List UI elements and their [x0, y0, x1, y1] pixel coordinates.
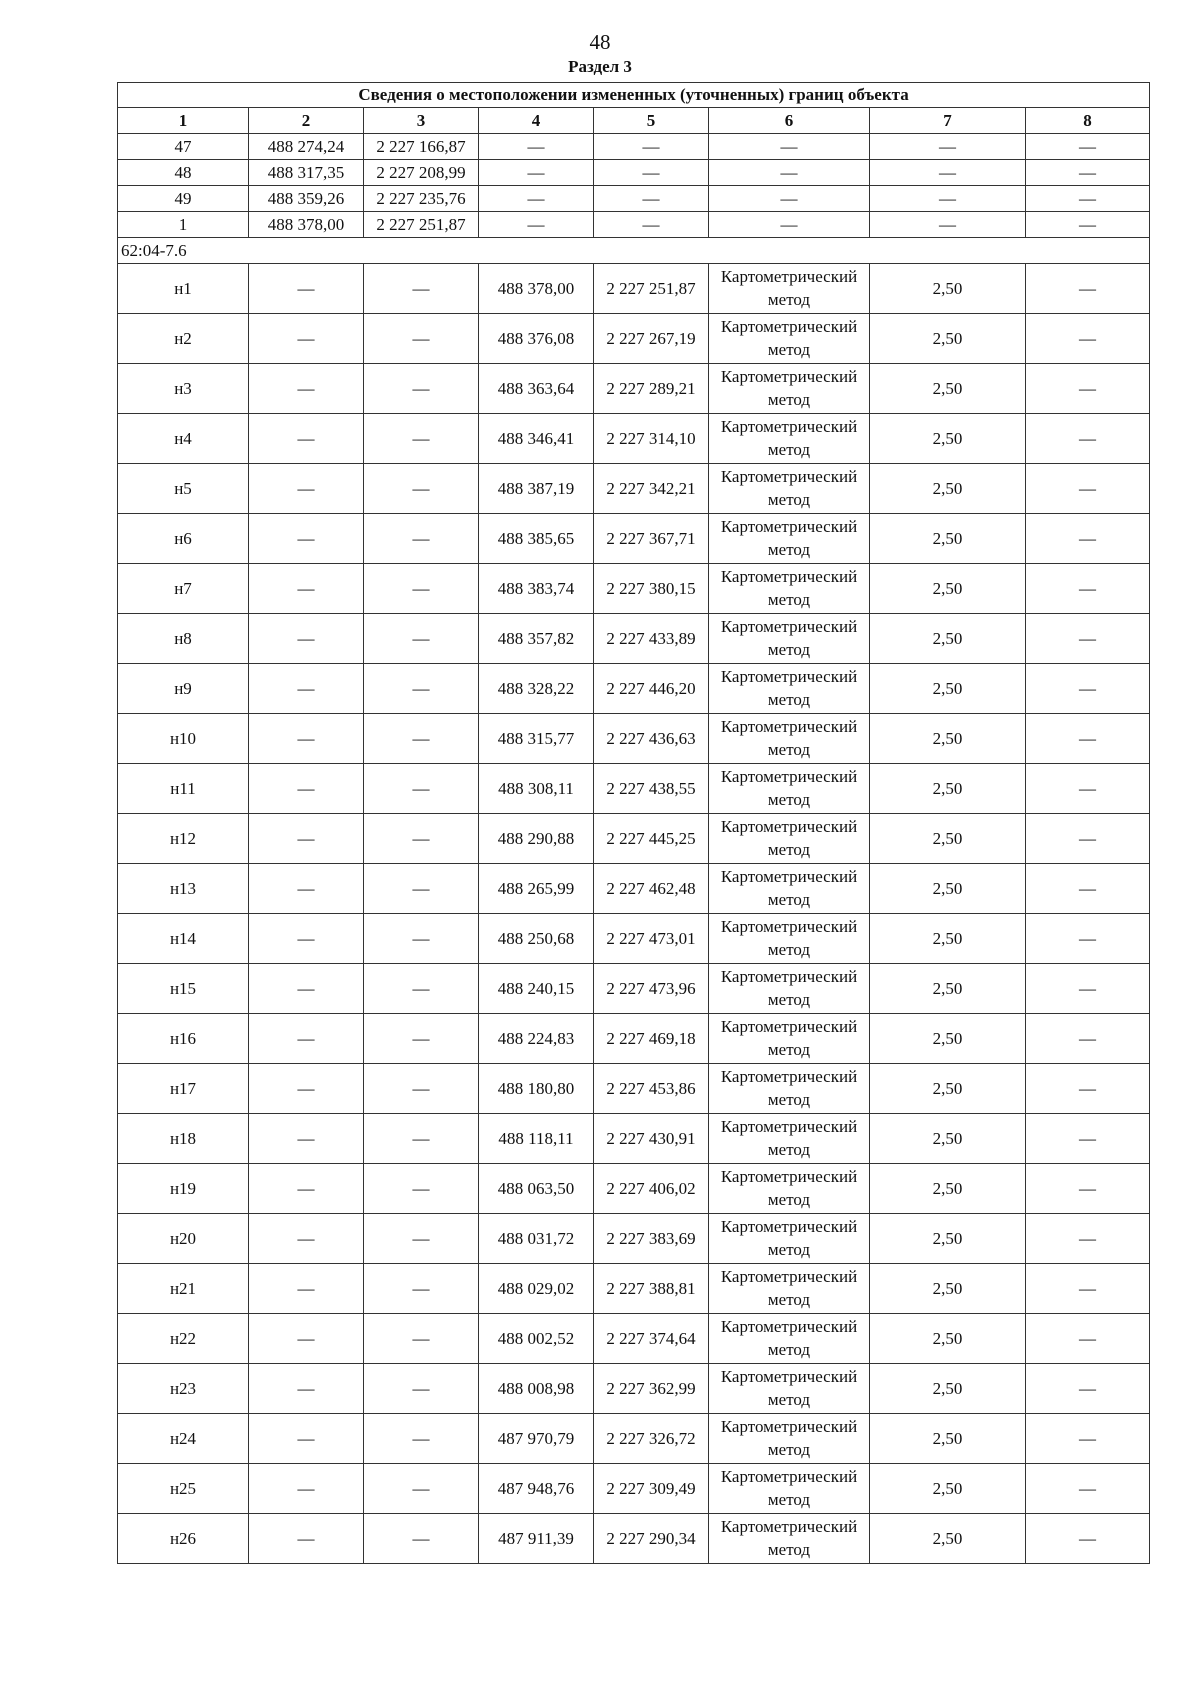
- table-row: [118, 664, 1150, 714]
- table-cell: 488 357,82: [479, 614, 594, 664]
- table-cell: —: [249, 1414, 364, 1464]
- table-cell: —: [1026, 814, 1150, 864]
- table-cell: 2 227 436,63: [594, 714, 709, 764]
- table-cell: —: [1026, 414, 1150, 464]
- table-cell: —: [1026, 212, 1150, 238]
- table-cell: 2,50: [870, 664, 1026, 714]
- table-caption: Сведения о местоположении измененных (уточненных) границ объекта: [118, 83, 1150, 108]
- table-cell: —: [1026, 160, 1150, 186]
- table-row: [118, 764, 1150, 814]
- table-cell: —: [249, 1314, 364, 1364]
- table-cell: —: [249, 814, 364, 864]
- table-cell: —: [249, 1464, 364, 1514]
- table-cell: 488 008,98: [479, 1364, 594, 1414]
- table-row: [118, 414, 1150, 464]
- table-cell: —: [364, 714, 479, 764]
- table-cell: —: [1026, 1464, 1150, 1514]
- table-cell: 49: [118, 186, 249, 212]
- table-cell: —: [1026, 964, 1150, 1014]
- table-cell: —: [479, 134, 594, 160]
- table-cell: 2,50: [870, 1014, 1026, 1064]
- table-cell: 2,50: [870, 1464, 1026, 1514]
- table-cell: 487 911,39: [479, 1514, 594, 1564]
- table-cell: 488 315,77: [479, 714, 594, 764]
- table-cell: 2 227 445,25: [594, 814, 709, 864]
- table-cell: —: [594, 160, 709, 186]
- table-cell: —: [364, 1264, 479, 1314]
- method-cell: Картометрический метод: [709, 714, 870, 764]
- table-cell: н7: [118, 564, 249, 614]
- table-cell: —: [1026, 1414, 1150, 1464]
- table-cell: 2 227 235,76: [364, 186, 479, 212]
- table-cell: —: [1026, 1164, 1150, 1214]
- table-row: [118, 364, 1150, 414]
- method-cell: Картометрический метод: [709, 1514, 870, 1564]
- table-row: [118, 1264, 1150, 1314]
- table-cell: —: [1026, 1114, 1150, 1164]
- table-cell: —: [1026, 134, 1150, 160]
- table-cell: 2,50: [870, 364, 1026, 414]
- method-cell: Картометрический метод: [709, 964, 870, 1014]
- table-row: [118, 1364, 1150, 1414]
- table-cell: —: [249, 264, 364, 314]
- method-cell: Картометрический метод: [709, 364, 870, 414]
- table-cell: —: [364, 564, 479, 614]
- table-cell: —: [249, 1114, 364, 1164]
- table-cell: 2 227 251,87: [594, 264, 709, 314]
- method-cell: Картометрический метод: [709, 1264, 870, 1314]
- table-cell: 2 227 267,19: [594, 314, 709, 364]
- table-row: [118, 160, 1150, 186]
- table-cell: —: [870, 134, 1026, 160]
- table-row: [118, 1214, 1150, 1264]
- table-cell: —: [479, 186, 594, 212]
- table-row: [118, 1014, 1150, 1064]
- column-number: 8: [1026, 108, 1150, 134]
- method-cell: Картометрический метод: [709, 1114, 870, 1164]
- table-row: [118, 212, 1150, 238]
- table-cell: н10: [118, 714, 249, 764]
- table-cell: н11: [118, 764, 249, 814]
- table-cell: 2,50: [870, 514, 1026, 564]
- table-row: [118, 1114, 1150, 1164]
- table-cell: —: [364, 1214, 479, 1264]
- table-cell: 2,50: [870, 1214, 1026, 1264]
- table-cell: 2 227 251,87: [364, 212, 479, 238]
- table-cell: —: [1026, 764, 1150, 814]
- table-cell: —: [1026, 186, 1150, 212]
- method-cell: Картометрический метод: [709, 614, 870, 664]
- table-cell: н5: [118, 464, 249, 514]
- table-cell: —: [249, 1164, 364, 1214]
- table-cell: 488 240,15: [479, 964, 594, 1014]
- table-row: [118, 564, 1150, 614]
- table-cell: н22: [118, 1314, 249, 1364]
- table-cell: 2 227 367,71: [594, 514, 709, 564]
- table-cell: —: [870, 160, 1026, 186]
- table-cell: 2 227 326,72: [594, 1414, 709, 1464]
- table-cell: —: [1026, 364, 1150, 414]
- table-cell: —: [1026, 914, 1150, 964]
- table-cell: н21: [118, 1264, 249, 1314]
- method-cell: Картометрический метод: [709, 1214, 870, 1264]
- table-cell: —: [364, 914, 479, 964]
- table-cell: 1: [118, 212, 249, 238]
- method-cell: Картометрический метод: [709, 1364, 870, 1414]
- table-cell: —: [1026, 1364, 1150, 1414]
- table-cell: 2,50: [870, 1514, 1026, 1564]
- table-cell: 2 227 208,99: [364, 160, 479, 186]
- table-cell: н8: [118, 614, 249, 664]
- table-cell: 2 227 473,01: [594, 914, 709, 964]
- table-cell: —: [249, 1264, 364, 1314]
- table-cell: 2,50: [870, 964, 1026, 1014]
- table-cell: н17: [118, 1064, 249, 1114]
- table-cell: —: [249, 614, 364, 664]
- table-cell: —: [870, 186, 1026, 212]
- column-number: 2: [249, 108, 364, 134]
- table-cell: —: [1026, 1064, 1150, 1114]
- table-cell: 2,50: [870, 1064, 1026, 1114]
- table-cell: —: [364, 1164, 479, 1214]
- method-cell: Картометрический метод: [709, 314, 870, 364]
- table-cell: —: [594, 186, 709, 212]
- table-cell: н14: [118, 914, 249, 964]
- table-cell: —: [249, 714, 364, 764]
- method-cell: Картометрический метод: [709, 914, 870, 964]
- table-cell: —: [1026, 864, 1150, 914]
- table-cell: —: [249, 764, 364, 814]
- table-cell: н24: [118, 1414, 249, 1464]
- table-cell: —: [249, 1364, 364, 1414]
- table-cell: —: [594, 212, 709, 238]
- table-cell: 2 227 462,48: [594, 864, 709, 914]
- table-cell: 2 227 438,55: [594, 764, 709, 814]
- table-cell: 488 359,26: [249, 186, 364, 212]
- table-cell: н19: [118, 1164, 249, 1214]
- table-cell: —: [1026, 564, 1150, 614]
- table-cell: 2 227 433,89: [594, 614, 709, 664]
- column-number: 3: [364, 108, 479, 134]
- table-cell: н6: [118, 514, 249, 564]
- table-cell: 2,50: [870, 914, 1026, 964]
- table-cell: —: [1026, 1264, 1150, 1314]
- method-cell: Картометрический метод: [709, 414, 870, 464]
- method-cell: Картометрический метод: [709, 864, 870, 914]
- table-cell: —: [1026, 614, 1150, 664]
- table-row: [118, 1464, 1150, 1514]
- group-label: 62:04-7.6: [118, 238, 1150, 264]
- table-cell: —: [594, 134, 709, 160]
- table-cell: 488 383,74: [479, 564, 594, 614]
- method-cell: —: [709, 186, 870, 212]
- table-cell: 47: [118, 134, 249, 160]
- method-cell: Картометрический метод: [709, 1164, 870, 1214]
- table-row: [118, 186, 1150, 212]
- table-row: [118, 134, 1150, 160]
- table-cell: —: [1026, 464, 1150, 514]
- table-cell: —: [1026, 514, 1150, 564]
- table-row: [118, 514, 1150, 564]
- table-cell: н9: [118, 664, 249, 714]
- table-cell: 2,50: [870, 1364, 1026, 1414]
- table-cell: н23: [118, 1364, 249, 1414]
- table-cell: 2 227 473,96: [594, 964, 709, 1014]
- column-number: 7: [870, 108, 1026, 134]
- table-cell: 2 227 342,21: [594, 464, 709, 514]
- table-cell: —: [249, 1064, 364, 1114]
- table-cell: —: [249, 1514, 364, 1564]
- table-cell: 2,50: [870, 464, 1026, 514]
- table-cell: н15: [118, 964, 249, 1014]
- table-cell: 488 378,00: [249, 212, 364, 238]
- table-cell: —: [249, 964, 364, 1014]
- table-cell: 48: [118, 160, 249, 186]
- table-cell: 2 227 362,99: [594, 1364, 709, 1414]
- table-cell: —: [364, 1014, 479, 1064]
- table-cell: —: [364, 1114, 479, 1164]
- table-cell: 488 363,64: [479, 364, 594, 414]
- table-cell: 2,50: [870, 1164, 1026, 1214]
- boundary-coordinates-table: [117, 82, 1150, 1564]
- table-cell: н1: [118, 264, 249, 314]
- table-cell: 488 385,65: [479, 514, 594, 564]
- table-cell: —: [249, 514, 364, 564]
- table-cell: 488 376,08: [479, 314, 594, 364]
- column-number: 6: [709, 108, 870, 134]
- method-cell: Картометрический метод: [709, 464, 870, 514]
- table-cell: 2 227 289,21: [594, 364, 709, 414]
- table-cell: н16: [118, 1014, 249, 1064]
- table-cell: 488 063,50: [479, 1164, 594, 1214]
- table-row: [118, 614, 1150, 664]
- table-cell: 2,50: [870, 1414, 1026, 1464]
- table-cell: 2,50: [870, 764, 1026, 814]
- table-row: [118, 964, 1150, 1014]
- table-row: [118, 1314, 1150, 1364]
- method-cell: Картометрический метод: [709, 664, 870, 714]
- table-cell: н13: [118, 864, 249, 914]
- table-cell: 2 227 388,81: [594, 1264, 709, 1314]
- table-cell: 2 227 380,15: [594, 564, 709, 614]
- table-cell: —: [870, 212, 1026, 238]
- method-cell: Картометрический метод: [709, 1014, 870, 1064]
- table-cell: —: [249, 664, 364, 714]
- table-cell: —: [249, 314, 364, 364]
- table-cell: —: [364, 764, 479, 814]
- table-cell: —: [1026, 1214, 1150, 1264]
- table-cell: 2 227 430,91: [594, 1114, 709, 1164]
- table-row: [118, 714, 1150, 764]
- table-group-row: [118, 238, 1150, 264]
- table-cell: 2,50: [870, 564, 1026, 614]
- page-number: 48: [589, 30, 611, 54]
- method-cell: Картометрический метод: [709, 764, 870, 814]
- table-cell: 2 227 453,86: [594, 1064, 709, 1114]
- table-cell: 2 227 374,64: [594, 1314, 709, 1364]
- table-cell: н3: [118, 364, 249, 414]
- table-cell: 488 290,88: [479, 814, 594, 864]
- table-cell: —: [364, 964, 479, 1014]
- table-cell: н25: [118, 1464, 249, 1514]
- table-cell: 2,50: [870, 264, 1026, 314]
- table-row: [118, 914, 1150, 964]
- table-cell: 2,50: [870, 314, 1026, 364]
- table-cell: 488 308,11: [479, 764, 594, 814]
- table-cell: —: [1026, 714, 1150, 764]
- column-number: 5: [594, 108, 709, 134]
- method-cell: —: [709, 134, 870, 160]
- table-cell: 2 227 290,34: [594, 1514, 709, 1564]
- table-cell: —: [1026, 1014, 1150, 1064]
- table-cell: н18: [118, 1114, 249, 1164]
- table-cell: 2,50: [870, 814, 1026, 864]
- table-cell: —: [364, 1064, 479, 1114]
- table-cell: 2 227 314,10: [594, 414, 709, 464]
- table-row: [118, 314, 1150, 364]
- table-cell: —: [1026, 1314, 1150, 1364]
- method-cell: Картометрический метод: [709, 514, 870, 564]
- table-cell: —: [249, 364, 364, 414]
- table-cell: н20: [118, 1214, 249, 1264]
- table-cell: —: [249, 564, 364, 614]
- table-cell: 488 317,35: [249, 160, 364, 186]
- table-cell: —: [364, 1514, 479, 1564]
- table-cell: —: [364, 514, 479, 564]
- table-cell: 488 346,41: [479, 414, 594, 464]
- table-row: [118, 1414, 1150, 1464]
- table-cell: 488 031,72: [479, 1214, 594, 1264]
- table-cell: —: [1026, 314, 1150, 364]
- table-cell: 487 970,79: [479, 1414, 594, 1464]
- table-cell: 2,50: [870, 614, 1026, 664]
- table-cell: 488 029,02: [479, 1264, 594, 1314]
- table-row: [118, 814, 1150, 864]
- table-cell: 2 227 166,87: [364, 134, 479, 160]
- table-cell: —: [1026, 664, 1150, 714]
- table-cell: —: [364, 814, 479, 864]
- table-cell: н2: [118, 314, 249, 364]
- table-cell: 2,50: [870, 1264, 1026, 1314]
- table-cell: 487 948,76: [479, 1464, 594, 1514]
- method-cell: Картометрический метод: [709, 1414, 870, 1464]
- table-cell: 2 227 446,20: [594, 664, 709, 714]
- table-cell: 2 227 406,02: [594, 1164, 709, 1214]
- column-number: 4: [479, 108, 594, 134]
- table-cell: 2,50: [870, 864, 1026, 914]
- table-row: [118, 264, 1150, 314]
- table-cell: —: [249, 1014, 364, 1064]
- method-cell: —: [709, 160, 870, 186]
- table-cell: —: [479, 212, 594, 238]
- table-cell: —: [364, 464, 479, 514]
- method-cell: Картометрический метод: [709, 1314, 870, 1364]
- table-cell: —: [479, 160, 594, 186]
- table-cell: н12: [118, 814, 249, 864]
- table-cell: 488 274,24: [249, 134, 364, 160]
- table-row: [118, 1514, 1150, 1564]
- table-cell: 2 227 309,49: [594, 1464, 709, 1514]
- table-cell: 2 227 383,69: [594, 1214, 709, 1264]
- table-row: [118, 464, 1150, 514]
- method-cell: Картометрический метод: [709, 564, 870, 614]
- table-cell: 488 002,52: [479, 1314, 594, 1364]
- table-row: [118, 1064, 1150, 1114]
- table-cell: —: [364, 414, 479, 464]
- table-cell: —: [1026, 1514, 1150, 1564]
- table-cell: 2,50: [870, 1114, 1026, 1164]
- table-cell: —: [1026, 264, 1150, 314]
- table-cell: —: [249, 464, 364, 514]
- method-cell: —: [709, 212, 870, 238]
- table-row: [118, 864, 1150, 914]
- table-cell: —: [364, 864, 479, 914]
- table-cell: 2,50: [870, 1314, 1026, 1364]
- table-cell: н26: [118, 1514, 249, 1564]
- table-cell: 2,50: [870, 714, 1026, 764]
- section-title: Раздел 3: [568, 57, 632, 76]
- table-cell: —: [249, 414, 364, 464]
- table-cell: —: [364, 614, 479, 664]
- table-cell: —: [364, 314, 479, 364]
- method-cell: Картометрический метод: [709, 1064, 870, 1114]
- table-cell: —: [249, 914, 364, 964]
- table-cell: 488 180,80: [479, 1064, 594, 1114]
- table-cell: 2 227 469,18: [594, 1014, 709, 1064]
- table-cell: —: [364, 1464, 479, 1514]
- method-cell: Картометрический метод: [709, 1464, 870, 1514]
- table-cell: —: [364, 364, 479, 414]
- table-cell: н4: [118, 414, 249, 464]
- column-number-row: [118, 108, 1150, 134]
- method-cell: Картометрический метод: [709, 814, 870, 864]
- table-cell: 488 378,00: [479, 264, 594, 314]
- table-cell: 488 387,19: [479, 464, 594, 514]
- table-caption-row: [118, 83, 1150, 108]
- table-cell: —: [364, 664, 479, 714]
- table-cell: 488 224,83: [479, 1014, 594, 1064]
- table-cell: 488 265,99: [479, 864, 594, 914]
- table-cell: —: [364, 1364, 479, 1414]
- table-cell: 488 250,68: [479, 914, 594, 964]
- table-cell: 488 328,22: [479, 664, 594, 714]
- table-row: [118, 1164, 1150, 1214]
- column-number: 1: [118, 108, 249, 134]
- table-cell: —: [364, 264, 479, 314]
- table-cell: —: [364, 1314, 479, 1364]
- table-cell: —: [249, 864, 364, 914]
- table-cell: —: [249, 1214, 364, 1264]
- table-cell: 2,50: [870, 414, 1026, 464]
- method-cell: Картометрический метод: [709, 264, 870, 314]
- table-cell: —: [364, 1414, 479, 1464]
- table-cell: 488 118,11: [479, 1114, 594, 1164]
